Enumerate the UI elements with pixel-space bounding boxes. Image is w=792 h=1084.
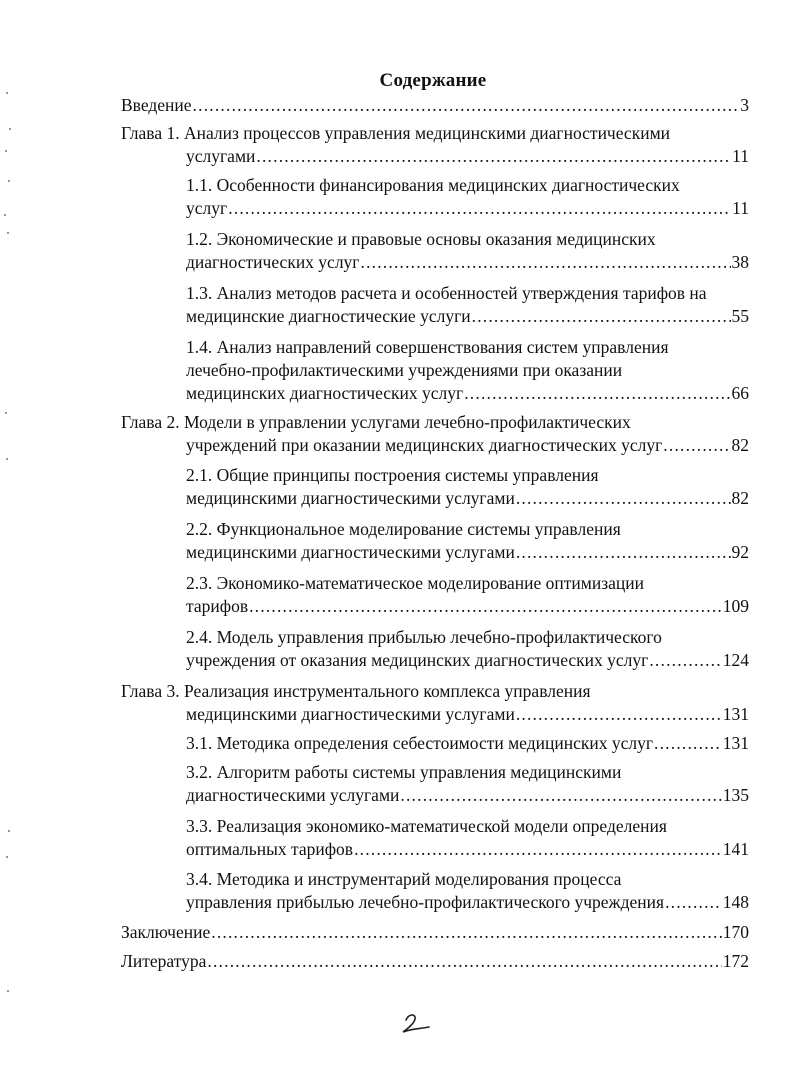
toc-entry-section-1-1 [186,197,749,219]
toc-page-number: 55 [731,306,749,326]
toc-leader-dots [207,950,721,972]
toc-entry-title: Литература [121,951,207,971]
toc-leader-dots [193,94,740,116]
toc-leader-dots [464,382,730,404]
toc-section-1-4-title-cont: лечебно-профилактическими учреждениями при оказании [186,360,623,380]
toc-page-number: 131 [722,704,749,724]
toc-leader-dots [516,541,731,563]
toc-entry-section-2-2 [186,541,749,563]
toc-entry-title: Заключение [121,922,211,942]
toc-entry-title: медицинские диагностические услуги [186,306,471,326]
toc-entry-section-1-3 [186,305,749,327]
toc-entry-chapter-1 [186,145,749,167]
toc-leader-dots [663,434,730,456]
toc-entry-title: диагностических услуг [186,252,360,272]
toc-leader-dots [249,595,722,617]
toc-leader-dots [228,197,731,219]
toc-leader-dots [516,487,731,509]
toc-section-1-1-title: 1.1. Особенности финансирования медицинских диагностических [186,175,680,195]
toc-entry-literature [121,950,749,972]
toc-page-number: 82 [731,488,749,508]
toc-section-3-4-title: 3.4. Методика и инструментарий моделирования процесса [186,869,622,889]
toc-section-2-3-title: 2.3. Экономико-математическое моделирование оптимизации [186,573,645,593]
page-title: Содержание [379,70,487,91]
toc-page-number: 148 [722,892,749,912]
toc-entry-section-1-2 [186,251,749,273]
toc-page-number: 124 [722,650,749,670]
toc-section-3-2-title: 3.2. Алгоритм работы системы управления медицинскими [186,762,622,782]
handwritten-page-mark [398,1010,434,1036]
toc-entry-title: оптимальных тарифов [186,839,354,859]
toc-page-number: 172 [722,951,749,971]
toc-page-number: 109 [722,596,749,616]
toc-leader-dots [516,703,722,725]
toc-page-number: 141 [722,839,749,859]
toc-entry-section-2-1 [186,487,749,509]
toc-leader-dots [361,251,731,273]
toc-entry-section-3-3 [186,838,749,860]
toc-leader-dots [654,732,722,754]
toc-entry-section-1-4 [186,382,749,404]
toc-entry-section-3-2 [186,784,749,806]
toc-page-number: 135 [722,785,749,805]
toc-entry-section-2-4 [186,649,749,671]
toc-leader-dots [211,921,722,943]
toc-entry-section-2-3 [186,595,749,617]
toc-leader-dots [354,838,722,860]
toc-section-2-1-title: 2.1. Общие принципы построения системы управления [186,465,599,485]
toc-leader-dots [472,305,731,327]
toc-section-1-3-title: 1.3. Анализ методов расчета и особенностей утверждения тарифов на [186,283,707,303]
toc-entry-title: услуг [186,198,228,218]
toc-chapter-1-title: Глава 1. Анализ процессов управления медицинскими диагностическими [121,123,671,143]
toc-entry-title: учреждения от оказания медицинских диагностических услуг [186,650,649,670]
toc-page-number: 38 [731,252,749,272]
toc-section-2-2-title: 2.2. Функциональное моделирование системы управления [186,519,621,539]
toc-page-number: 82 [731,435,749,455]
toc-entry-section-3-1 [186,732,749,754]
toc-entry-chapter-2 [186,434,749,456]
toc-page-number: 11 [732,198,749,218]
toc-section-3-3-title: 3.3. Реализация экономико-математической модели определения [186,816,667,836]
toc-entry-title: медицинскими диагностическими услугами [186,704,515,724]
toc-entry-title: тарифов [186,596,249,616]
toc-page-number: 131 [722,733,749,753]
toc-leader-dots [665,891,722,913]
toc-chapter-3-title: Глава 3. Реализация инструментального комплекса управления [121,681,591,701]
toc-entry-title: учреждений при оказании медицинских диагностических услуг [186,435,663,455]
toc-page-number: 92 [731,542,749,562]
toc-entry-title: управления прибылью лечебно-профилактического учреждения [186,892,665,912]
toc-entry-section-3-4 [186,891,749,913]
toc-leader-dots [649,649,721,671]
toc-entry-title: диагностическими услугами [186,785,400,805]
toc-section-1-2-title: 1.2. Экономические и правовые основы оказания медицинских [186,229,656,249]
toc-page-number: 66 [731,383,749,403]
toc-leader-dots [256,145,731,167]
toc-entry-title: Введение [121,95,192,115]
toc-entry-intro [121,94,749,116]
toc-section-2-4-title: 2.4. Модель управления прибылью лечебно-профилактического [186,627,662,647]
toc-leader-dots [400,784,721,806]
toc-entry-title: медицинскими диагностическими услугами [186,542,515,562]
toc-entry-title: медицинских диагностических услуг [186,383,464,403]
toc-entry-chapter-3 [186,703,749,725]
toc-chapter-2-title: Глава 2. Модели в управлении услугами лечебно-профилактических [121,412,631,432]
toc-entry-title: медицинскими диагностическими услугами [186,488,515,508]
toc-section-1-4-title: 1.4. Анализ направлений совершенствования систем управления [186,337,669,357]
toc-entry-conclusion [121,921,749,943]
toc-page-number: 170 [722,922,749,942]
toc-page-number: 11 [732,146,749,166]
toc-entry-title: услугами [186,146,256,166]
toc-page-number: 3 [740,95,749,115]
toc-entry-title: 3.1. Методика определения себестоимости медицинских услуг [186,733,654,753]
